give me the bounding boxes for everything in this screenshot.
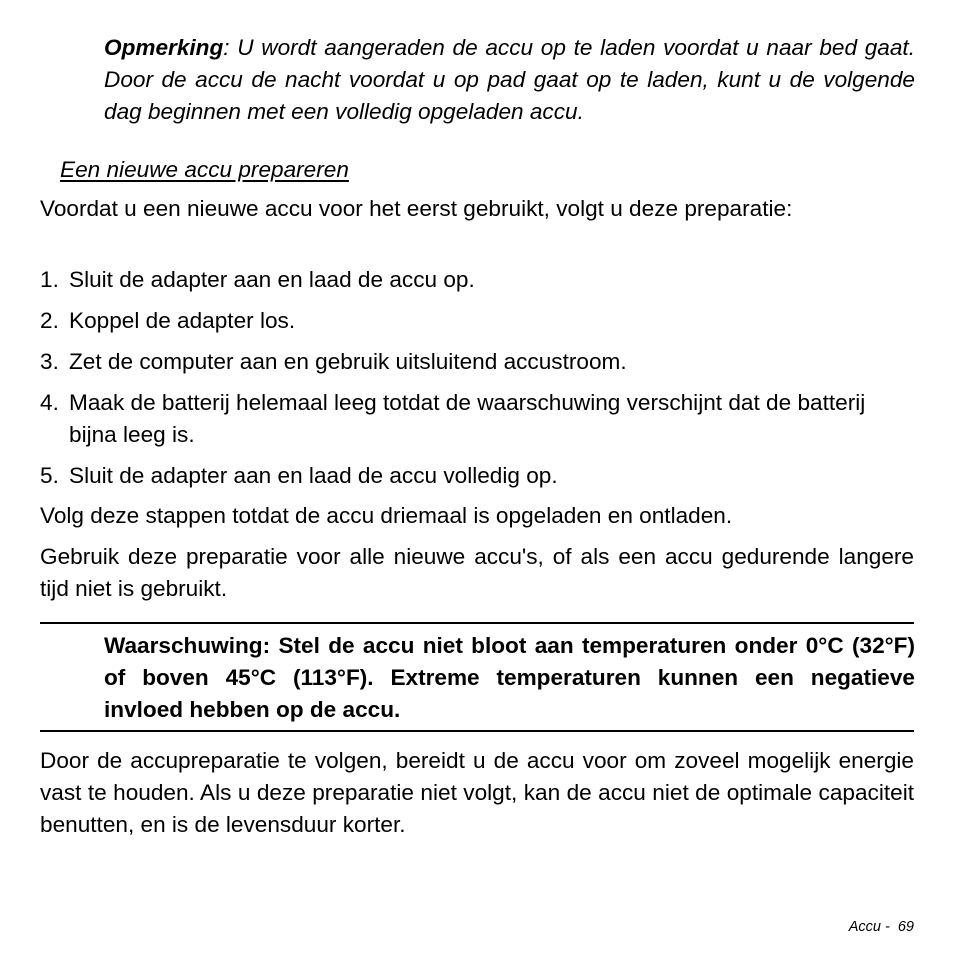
step-text: Koppel de adapter los. [69, 308, 296, 333]
closing-paragraph: Door de accupreparatie te volgen, bereidt u de accu voor om zoveel mogelijk energie vast te houden. Als u deze preparatie niet volgt, kan de accu niet de optimale capaciteit benutten, en is de levensduur korter. [40, 748, 914, 837]
step-number: 1. [40, 267, 59, 292]
repeat-paragraph: Volg deze stappen totdat de accu driemaal is opgeladen en ontladen. [40, 503, 733, 528]
steps-list [40, 264, 914, 501]
step-item [40, 460, 914, 492]
usage-paragraph: Gebruik deze preparatie voor alle nieuwe accu's, of als een accu gedurende langere tijd niet is gebruikt. [40, 544, 914, 601]
note-label: Opmerking [104, 35, 224, 60]
warning-block: Waarschuwing: Stel de accu niet bloot aan temperaturen onder 0°C (32°F) of boven 45°C (113°F). Extreme temperaturen kunnen een negatieve invloed hebben op de accu. [104, 633, 915, 722]
page-number: 69 [897, 919, 914, 935]
step-item [40, 305, 914, 337]
page-footer [849, 918, 914, 936]
step-text: Sluit de adapter aan en laad de accu volledig op. [69, 463, 558, 488]
step-item [40, 346, 914, 378]
section-heading: Een nieuwe accu prepareren [60, 157, 349, 182]
step-text: Sluit de adapter aan en laad de accu op. [69, 267, 475, 292]
step-item [40, 387, 914, 451]
footer-section: Accu - [848, 919, 890, 935]
step-text: Maak de batterij helemaal leeg totdat de waarschuwing verschijnt dat de batterij bijna leeg is. [69, 390, 866, 447]
step-text: Zet de computer aan en gebruik uitsluitend accustroom. [69, 349, 627, 374]
step-item [40, 264, 914, 296]
step-number: 3. [40, 349, 59, 374]
intro-paragraph: Voordat u een nieuwe accu voor het eerst gebruikt, volgt u deze preparatie: [40, 196, 793, 221]
warning-bottom-rule [40, 730, 914, 732]
step-number: 4. [40, 390, 59, 415]
note-text: : U wordt aangeraden de accu op te laden voordat u naar bed gaat. Door de accu de nacht voordat u op pad gaat op te laden, kunt u de volgende dag beginnen met een volledig opgeladen accu. [104, 35, 915, 124]
note-block [104, 32, 915, 128]
step-number: 5. [40, 463, 59, 488]
warning-top-rule [40, 622, 914, 624]
step-number: 2. [40, 308, 59, 333]
